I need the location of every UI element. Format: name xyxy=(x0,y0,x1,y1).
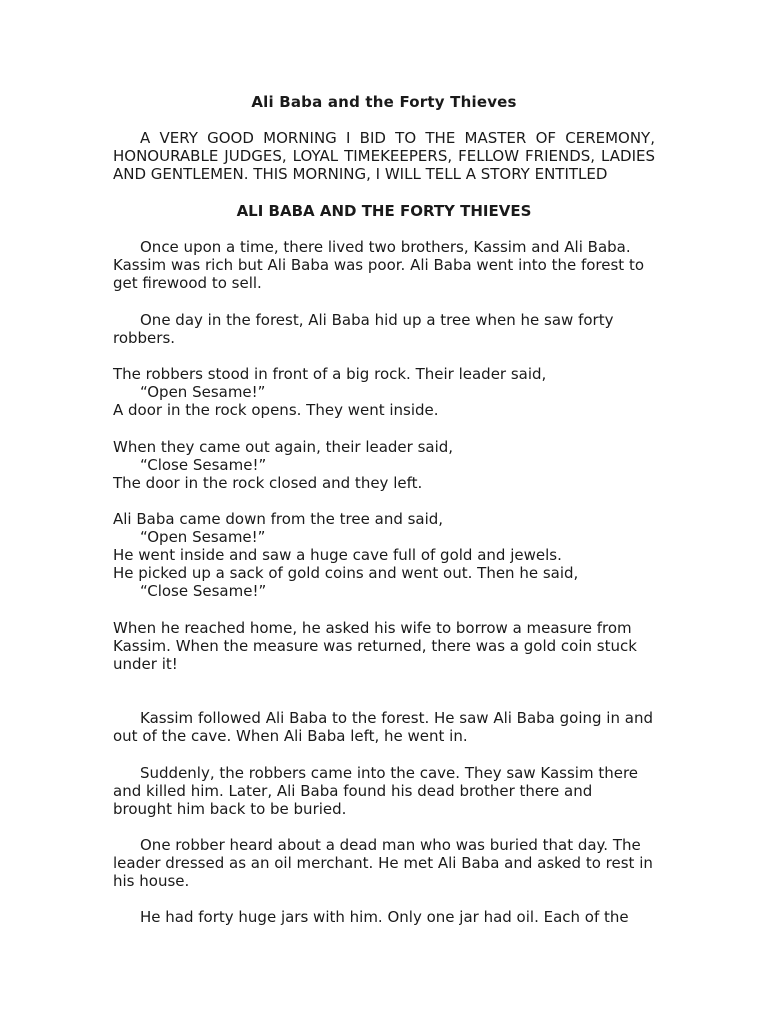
paragraph-1-line-1: Once upon a time, there lived two brothers, Kassim and Ali Baba. xyxy=(140,238,631,256)
paragraph-7-line-2: out of the cave. When Ali Baba left, he went in. xyxy=(113,727,468,745)
paragraph-5-dialogue-2: “Close Sesame!” xyxy=(140,582,267,600)
intro-line-3: AND GENTLEMEN. THIS MORNING, I WILL TELL A STORY ENTITLED xyxy=(113,165,608,183)
paragraph-3-line-3: A door in the rock opens. They went inside. xyxy=(113,401,439,419)
paragraph-8-line-3: brought him back to be buried. xyxy=(113,800,347,818)
paragraph-4-line-3: The door in the rock closed and they left. xyxy=(113,474,423,492)
paragraph-8-line-1: Suddenly, the robbers came into the cave. They saw Kassim there xyxy=(140,764,639,782)
paragraph-3-line-1: The robbers stood in front of a big rock. Their leader said, xyxy=(113,365,547,383)
paragraph-7-line-1: Kassim followed Ali Baba to the forest. He saw Ali Baba going in and xyxy=(140,709,653,727)
paragraph-5-line-1: Ali Baba came down from the tree and said, xyxy=(113,510,444,528)
paragraph-1-line-3: get firewood to sell. xyxy=(113,274,262,292)
paragraph-6-line-1: When he reached home, he asked his wife to borrow a measure from xyxy=(113,619,632,637)
paragraph-4-dialogue: “Close Sesame!” xyxy=(140,456,267,474)
paragraph-8-line-2: and killed him. Later, Ali Baba found his dead brother there and xyxy=(113,782,593,800)
paragraph-6-line-3: under it! xyxy=(113,655,178,673)
intro-line-2: HONOURABLE JUDGES, LOYAL TIMEKEEPERS, FELLOW FRIENDS, LADIES xyxy=(113,147,655,165)
paragraph-5-dialogue-1: “Open Sesame!” xyxy=(140,528,266,546)
paragraph-6-line-2: Kassim. When the measure was returned, there was a gold coin stuck xyxy=(113,637,637,655)
document-title: Ali Baba and the Forty Thieves xyxy=(251,93,517,111)
story-heading: ALI BABA AND THE FORTY THIEVES xyxy=(236,202,532,220)
paragraph-5-line-3: He went inside and saw a huge cave full of gold and jewels. xyxy=(113,546,562,564)
paragraph-3-dialogue: “Open Sesame!” xyxy=(140,383,266,401)
paragraph-9-line-3: his house. xyxy=(113,872,190,890)
paragraph-5-line-4: He picked up a sack of gold coins and went out. Then he said, xyxy=(113,564,579,582)
paragraph-2-line-1: One day in the forest, Ali Baba hid up a tree when he saw forty xyxy=(140,311,614,329)
paragraph-9-line-2: leader dressed as an oil merchant. He met Ali Baba and asked to rest in xyxy=(113,854,653,872)
intro-line-1: A VERY GOOD MORNING I BID TO THE MASTER OF CEREMONY, xyxy=(140,129,655,147)
paragraph-1-line-2: Kassim was rich but Ali Baba was poor. Ali Baba went into the forest to xyxy=(113,256,645,274)
paragraph-2-line-2: robbers. xyxy=(113,329,176,347)
paragraph-10-line-1: He had forty huge jars with him. Only one jar had oil. Each of the xyxy=(140,908,629,926)
paragraph-4-line-1: When they came out again, their leader said, xyxy=(113,438,454,456)
paragraph-9-line-1: One robber heard about a dead man who was buried that day. The xyxy=(140,836,641,854)
